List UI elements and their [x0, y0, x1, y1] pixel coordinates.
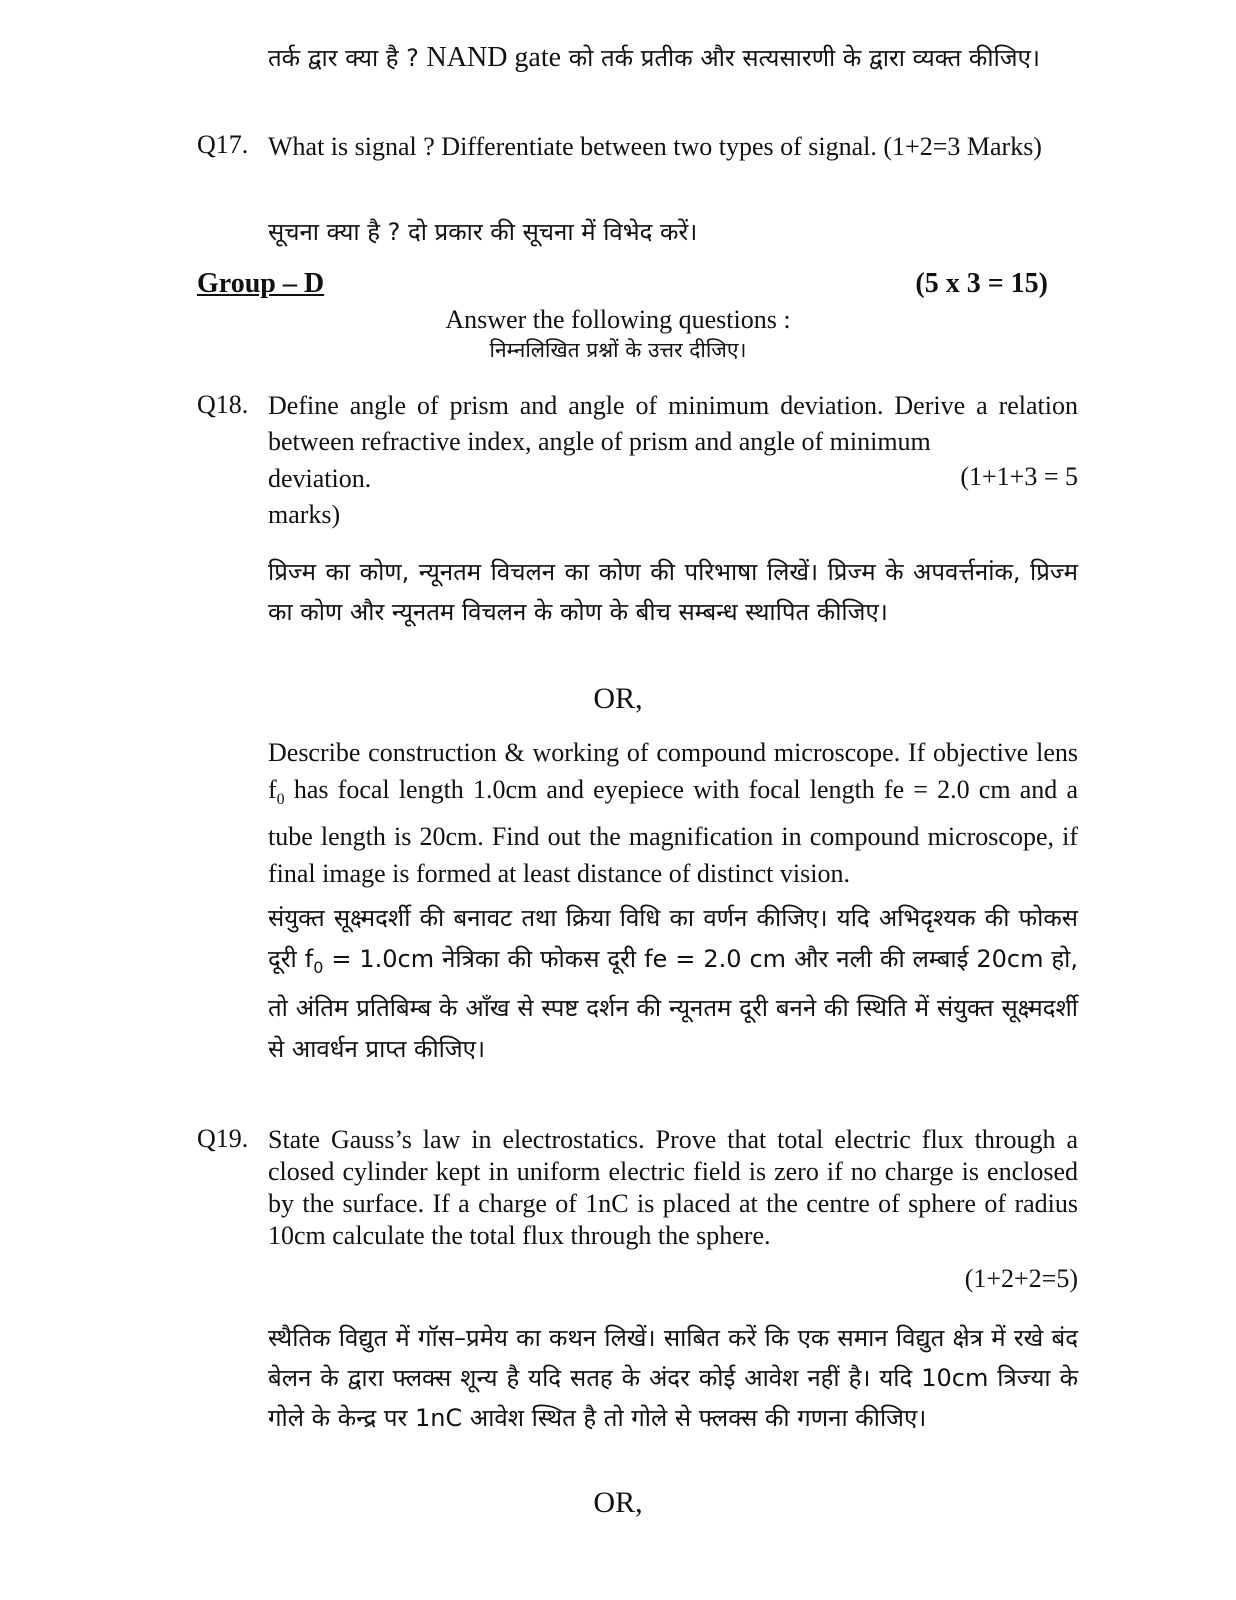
group-d-instruction: Answer the following questions :: [445, 305, 791, 334]
q18-alt-text: [268, 734, 1078, 892]
q18-alt-hindi-part2: = 1.0cm नेत्रिका की फोकस दूरी fe = 2.0 cm और नली की लम्बाई 20cm हो, तो अंतिम प्रतिबिम्ब के आँख से स्पष्ट दर्शन की न्यूनतम दूरी बनने की स्थिति में संयुक्त सूक्ष्मदर्शी से आवर्धन प्राप्त कीजिए।: [268, 945, 1079, 1063]
q16-nand-label: NAND gate: [426, 42, 562, 73]
q18-text: Define angle of prism and angle of minimum deviation. Derive a relation between refractive index, angle of prism and angle of minimum: [268, 391, 1078, 456]
q19-hindi: स्थैतिक विद्युत में गॉस–प्रमेय का कथन लिखें। साबित करें कि एक समान विद्युत क्षेत्र में रखे बंद बेलन के द्वारा फ्लक्स शून्य है यदि सतह के अंदर कोई आवेश नहीं है। यदि 10cm त्रिज्या के गोले के केन्द्र पर 1nC आवेश स्थित है तो गोले से फ्लक्स की गणना कीजिए।: [268, 1324, 1078, 1432]
q18-alt-subscript: 0: [276, 791, 285, 809]
q16-hindi-text: [268, 38, 1078, 78]
q16-hindi-suffix: को तर्क प्रतीक और सत्यसारणी के द्वारा व्यक्त कीजिए।: [561, 44, 1040, 72]
q19-number: Q19.: [197, 1124, 249, 1153]
group-d-marks: (5 x 3 = 15): [915, 268, 1048, 299]
q18-hindi: प्रिज्म का कोण, न्यूनतम विचलन का कोण की परिभाषा लिखें। प्रिज्म के अपवर्त्तनांक, प्रिज्म का कोण और न्यूनतम विचलन के कोण के बीच सम्बन्ध स्थापित कीजिए।: [268, 558, 1078, 626]
q18-marks: (1+1+3 = 5: [960, 462, 1078, 491]
q19-or: OR,: [593, 1486, 643, 1519]
q18-alt-text-part1: Describe construction & working of compound microscope. If objective lens f: [268, 738, 1078, 804]
group-d-title: Group – D: [197, 268, 325, 299]
q18-text-end: deviation.: [268, 464, 372, 493]
q18-alt-hindi-part1: संयुक्त सूक्ष्मदर्शी की बनावट तथा क्रिया विधि का वर्णन कीजिए। यदि अभिदृश्यक की फोकस दूरी f: [268, 904, 1078, 973]
q18-alt-hindi-subscript: 0: [313, 957, 324, 977]
q17-number: Q17.: [197, 130, 249, 159]
q18-alt-text-part2: has focal length 1.0cm and eyepiece with focal length fe = 2.0 cm and a tube length is 20cm. Find out the magnification in compound microscope, if final image is formed at least distance of distinct vision.: [268, 775, 1078, 889]
q18-marks-end: marks): [268, 500, 341, 529]
q17-text: What is signal ? Differentiate between two types of signal. (1+2=3 Marks): [268, 132, 1042, 161]
q19-marks: (1+2+2=5): [964, 1264, 1078, 1293]
q18-alt-hindi: [268, 898, 1078, 1070]
q18-number: Q18.: [197, 390, 249, 419]
group-d-instruction-hindi: निम्नलिखित प्रश्नों के उत्तर दीजिए।: [489, 338, 747, 362]
q16-hindi-prefix: तर्क द्वार क्या है ?: [268, 44, 427, 72]
q19-text: State Gauss’s law in electrostatics. Prove that total electric flux through a closed cylinder kept in uniform electric field is zero if no charge is enclosed by the surface. If a charge of 1nC is placed at the centre of sphere of radius 10cm calculate the total flux through the sphere.: [268, 1125, 1078, 1250]
q17-hindi: सूचना क्या है ? दो प्रकार की सूचना में विभेद करें।: [268, 218, 698, 246]
q18-or: OR,: [593, 682, 643, 715]
